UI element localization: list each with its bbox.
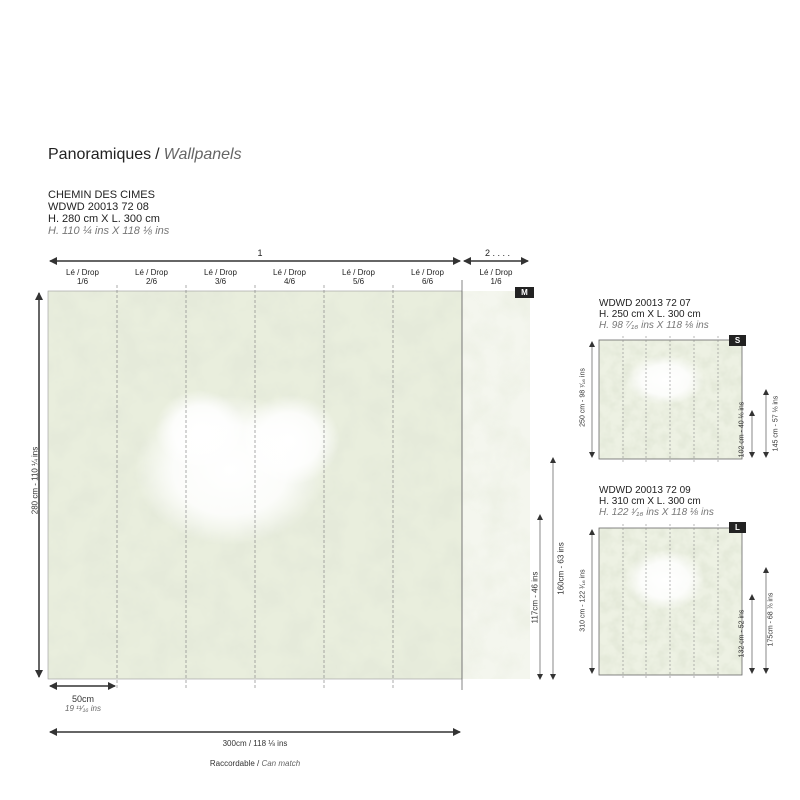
size-badge-s: S: [729, 335, 746, 346]
drop-label-6: Lé / Drop 6/6: [411, 268, 444, 286]
drop-label-2: Lé / Drop 2/6: [135, 268, 168, 286]
dim-160-label: 160cm - 63 ins: [556, 542, 566, 595]
drop-label-3: Lé / Drop 3/6: [204, 268, 237, 286]
side-l-dim-a: 132 cm - 52 ins: [738, 609, 746, 658]
side-s-dim-a: 102 cm - 40 ⅛ ins: [738, 401, 746, 458]
drop-label-5: Lé / Drop 5/6: [342, 268, 375, 286]
group2-label: 2 . . . .: [485, 248, 511, 258]
side-l-dim-b: 175cm - 68 ⅞ ins: [767, 592, 775, 647]
side-s-dim-b: 145 cm - 57 ⅛ ins: [772, 395, 780, 452]
side-l-header: [599, 485, 714, 518]
dim-117-label: 117cm - 46 ins: [530, 571, 540, 624]
side-s-dims-in: H. 98 ⁷⁄₁₆ ins X 118 ⅛ ins: [599, 320, 709, 331]
drop-label-4: Lé / Drop 4/6: [273, 268, 306, 286]
drop-width-label: 50cm: [71, 694, 94, 704]
product-ref: WDWD 20013 72 08: [48, 201, 149, 213]
product-dims-cm: H. 280 cm X L. 300 cm: [48, 213, 160, 225]
side-l-ref: WDWD 20013 72 09: [599, 485, 691, 496]
total-width-label: 300cm / 118 ⅛ ins: [222, 739, 288, 748]
drop-label-7: Lé / Drop 1/6: [479, 268, 513, 286]
group1-label: 1: [257, 248, 263, 258]
title-separator: /: [155, 146, 160, 163]
match-note: Raccordable / Can match: [209, 759, 301, 768]
side-s-header: [599, 298, 709, 331]
title-main: Panoramiques: [48, 146, 152, 163]
main-panel: [48, 280, 530, 690]
title-italic: Wallpanels: [163, 146, 242, 163]
size-badge-m: M: [515, 287, 534, 298]
side-l-dims-cm: H. 310 cm X L. 300 cm: [599, 496, 701, 507]
product-name: CHEMIN DES CIMES: [48, 189, 155, 201]
side-s-height-label: 250 cm - 98 ⁷⁄₁₆ ins: [579, 368, 587, 427]
side-s-dims-cm: H. 250 cm X L. 300 cm: [599, 309, 701, 320]
height-label: 280 cm - 110 ¼ ins: [30, 446, 40, 515]
size-badge-l: L: [729, 522, 746, 533]
side-l-dims-in: H. 122 ¹⁄₁₆ ins X 118 ⅛ ins: [599, 507, 714, 518]
drop-width-in-label: 19 ¹¹⁄₁₆ ins: [65, 704, 101, 713]
drop-label-1: Lé / Drop 1/6: [66, 268, 99, 286]
side-l-height-label: 310 cm - 122 ¹⁄₁₆ ins: [579, 569, 587, 632]
side-s-ref: WDWD 20013 72 07: [599, 298, 691, 309]
product-dims-in: H. 110 ¼ ins X 118 ⅛ ins: [48, 225, 170, 237]
